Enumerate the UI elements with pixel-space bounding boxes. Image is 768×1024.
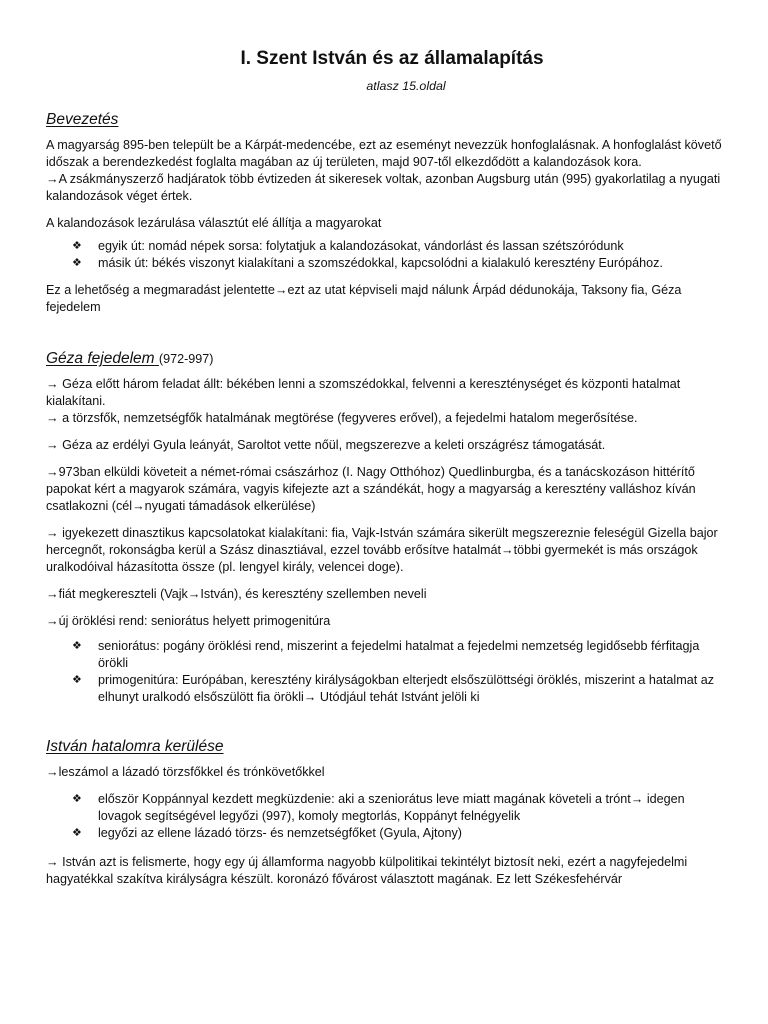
section-bevezetes	[46, 109, 722, 316]
list-item: ❖ először Koppánnyal kezdett megküzdenie: aki a szeniorátus leve miatt magának követeli a trónt→ idegen lovagok segítségével legyőzi (997), komoly megtorlás, Koppányt felnégyelik	[72, 792, 685, 823]
paragraph: →új öröklési rend: seniorátus helyett primogenitúra	[46, 614, 331, 628]
document-page	[46, 44, 722, 888]
paragraph: → Géza az erdélyi Gyula leányát, Saroltot vette nőül, megszerezve a keleti országrész támogatását.	[46, 438, 606, 452]
document-title: I. Szent István és az államalapítás	[240, 48, 544, 69]
paragraph: →leszámol a lázadó törzsfőkkel és trónkövetőkkel	[46, 765, 325, 779]
bullet-list	[46, 638, 722, 706]
section-istvan-hatalomra-kerulese	[46, 736, 722, 888]
paragraph: → igyekezett dinasztikus kapcsolatokat kialakítani: fia, Vajk-István számára sikerült megszereznie feleségül Gizella bajor hercegnőt, rokonságba kerül a Szász dinasztiával, ezzel tovább erősítve hatalmát→többi gyermekét is más országok uralkodóival házasította össze (pl. lengyel király, velencei doge).	[46, 526, 718, 574]
list-item: ❖ másik út: békés viszonyt kialakítani a szomszédokkal, kapcsolódni a kialakuló keresztény Európához.	[72, 256, 663, 270]
bullet-list	[46, 238, 722, 272]
bullet-list	[46, 791, 722, 842]
section-heading-years: (972-997)	[158, 352, 214, 366]
paragraph: →973ban elküldi követeit a német-római császárhoz (I. Nagy Otthóhoz) Quedlinburgba, és a tanácskozáson hittérítő papokat kért a magyarok számára, vagyis kifejezte azt a szándékát, hogy a magyarság a keresztény valláshoz kíván csatlakozni (cél→nyugati támadások elkerülése)	[46, 465, 696, 513]
section-heading-text: Géza fejedelem	[46, 350, 155, 367]
document-subtitle: atlasz 15.oldal	[366, 79, 446, 93]
section-heading	[46, 736, 722, 758]
diamond-cross-bullet-icon: ❖	[72, 240, 82, 252]
diamond-cross-bullet-icon: ❖	[72, 827, 82, 839]
list-item: ❖ primogenitúra: Európában, keresztény királyságokban elterjedt elsőszülöttségi öröklés, miszerint a hatalmat az elhunyt uralkodó elsőszülött fia örökli→ Utódjául tehát Istvánt jelöli ki	[72, 673, 715, 704]
section-heading-text: István hatalomra kerülése	[46, 738, 224, 755]
list-item: ❖ seniorátus: pogány öröklési rend, miszerint a fejedelmi hatalmat a fejedelmi nemzetség legidősebb férfitagja örökli	[72, 639, 700, 670]
list-item: ❖ legyőzi az ellene lázadó törzs- és nemzetségfőket (Gyula, Ajtony)	[72, 826, 463, 840]
diamond-cross-bullet-icon: ❖	[72, 257, 82, 269]
paragraph: Ez a lehetőség a megmaradást jelentette→ezt az utat képviseli majd nálunk Árpád dédunokája, Taksony fia, Géza fejedelem	[46, 283, 682, 314]
diamond-cross-bullet-icon: ❖	[72, 793, 82, 805]
section-geza-fejedelem	[46, 348, 722, 706]
section-heading	[46, 109, 722, 131]
diamond-cross-bullet-icon: ❖	[72, 674, 82, 686]
paragraph: →fiát megkereszteli (Vajk→István), és keresztény szellemben neveli	[46, 587, 427, 601]
diamond-cross-bullet-icon: ❖	[72, 640, 82, 652]
paragraph: A kalandozások lezárulása választút elé állítja a magyarokat	[46, 216, 382, 230]
paragraph: → István azt is felismerte, hogy egy új államforma nagyobb külpolitikai tekintélyt biztosít neki, ezért a nagyfejedelmi hagyatékkal szakítva királyságra készült. koronázó fővárost választott magának. Ez lett Székesfehérvár	[46, 855, 688, 886]
paragraph: → Géza előtt három feladat állt: békében lenni a szomszédokkal, felvenni a kereszténységet és központi hatalmat kialakítani. → a törzsfők, nemzetségfők hatalmának megtörése (fegyveres erővel), a fejedelmi hatalom megerősítése.	[46, 377, 681, 425]
section-heading-text: Bevezetés	[46, 111, 119, 128]
list-item: ❖ egyik út: nomád népek sorsa: folytatjuk a kalandozásokat, vándorlást és lassan szétszóródunk	[72, 239, 624, 253]
section-heading	[46, 348, 722, 370]
paragraph: A magyarság 895-ben települt be a Kárpát-medencébe, ezt az eseményt nevezzük honfoglalásnak. A honfoglalást követő időszak a berendezkedést foglalta magában az új területen, majd 907-től elkezdődött a kalandozások kora. →A zsákmányszerző hadjáratok több évtizeden át sikeresek voltak, azonban Augsburg után (995) gyakorlatilag a nyugati kalandozások véget értek.	[46, 138, 722, 203]
